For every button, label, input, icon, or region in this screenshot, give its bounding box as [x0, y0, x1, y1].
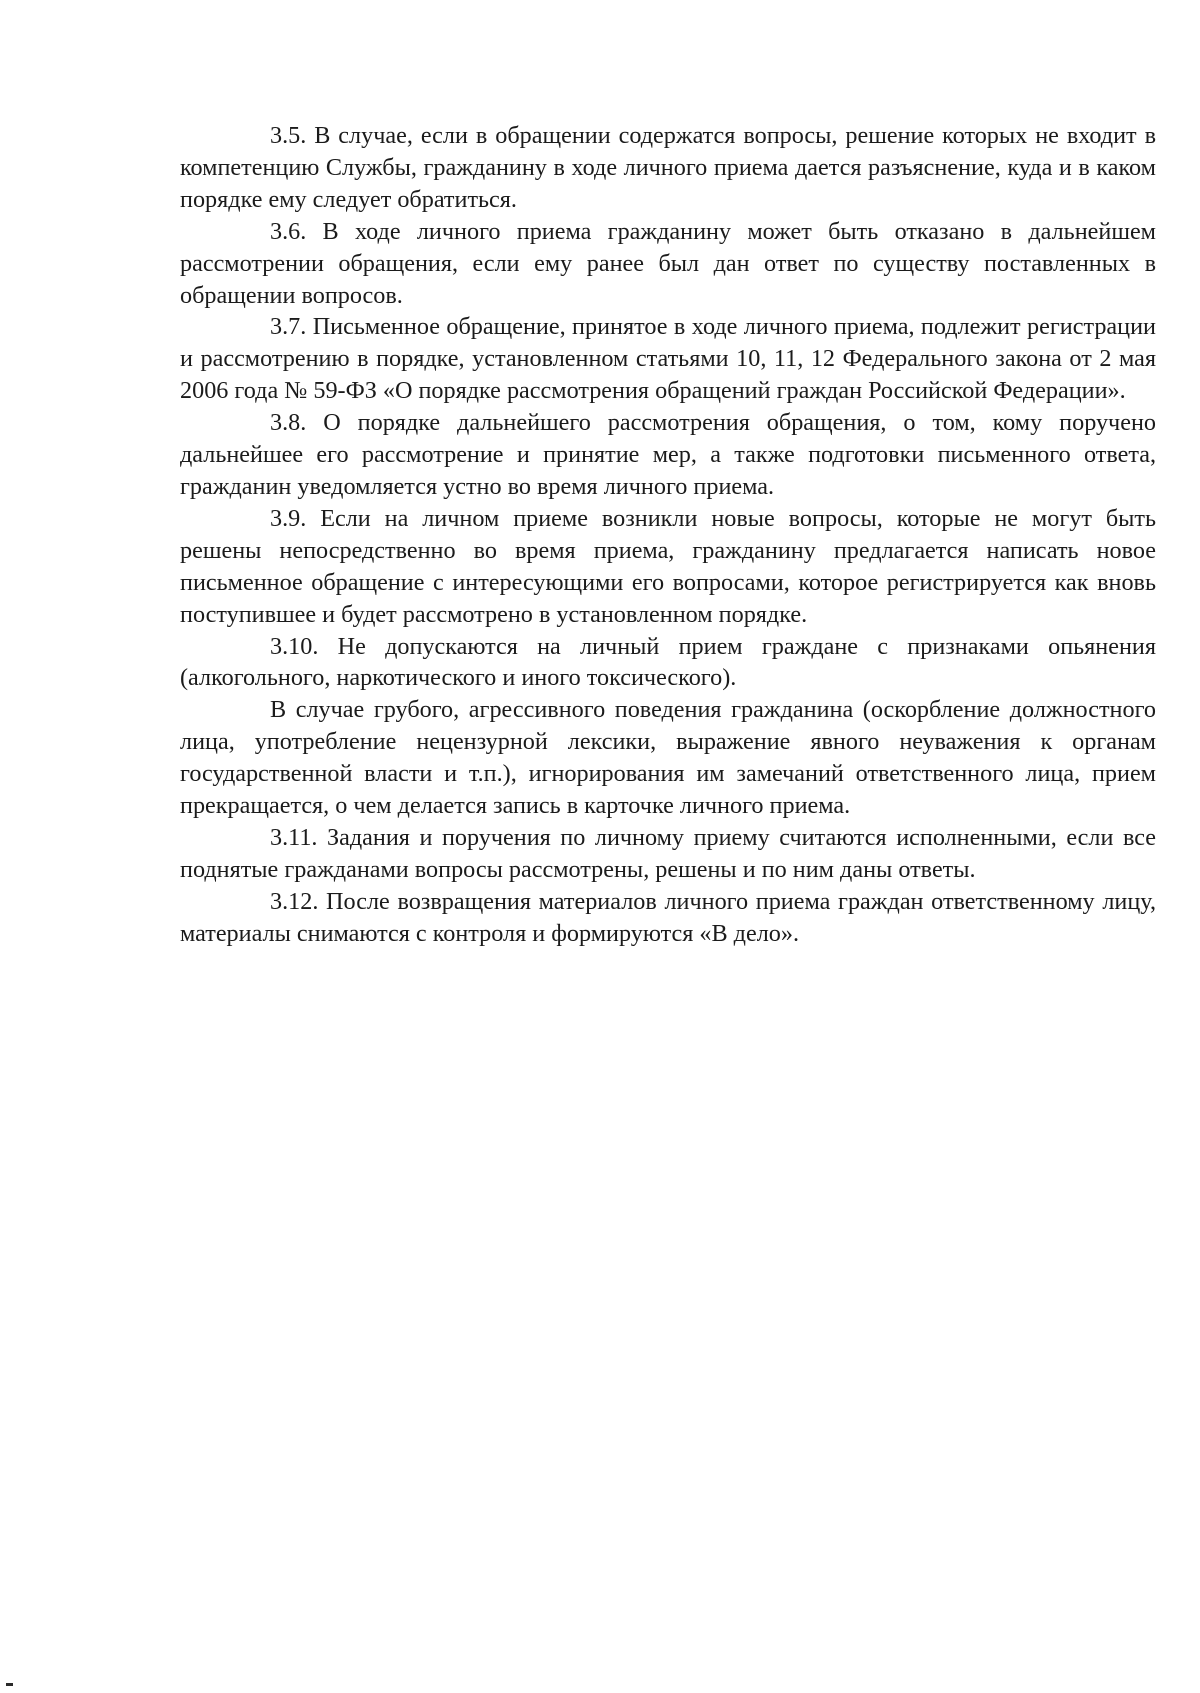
paragraph-3-7: 3.7. Письменное обращение, принятое в ходе личного приема, подлежит регистрации и рассмотрению в порядке, установленном статьями 10, 11, 12 Федерального закона от 2 мая 2006 года № 59-ФЗ «О порядке рассмотрения обращений граждан Российской Федерации». — [180, 313, 1156, 405]
paragraph-3-12: 3.12. После возвращения материалов личного приема граждан ответственному лицу, материалы снимаются с контроля и формируются «В дело». — [180, 887, 1156, 947]
paragraph-3-6: 3.6. В ходе личного приема гражданину может быть отказано в дальнейшем рассмотрении обращения, если ему ранее был дан ответ по существу поставленных в обращении вопросов. — [180, 217, 1156, 309]
scan-edge-mark — [6, 1683, 13, 1686]
paragraph-3-8: 3.8. О порядке дальнейшего рассмотрения обращения, о том, кому поручено дальнейшее его рассмотрение и принятие мер, а также подготовки письменного ответа, гражданин уведомляется устно во время личного приема. — [180, 409, 1156, 500]
paragraph-3-10: 3.10. Не допускаются на личный прием граждане с признаками опьянения (алкогольного, наркотического и иного токсического). — [180, 632, 1156, 692]
paragraph-3-5: 3.5. В случае, если в обращении содержатся вопросы, решение которых не входит в компетенцию Службы, гражданину в ходе личного приема дается разъяснение, куда и в каком порядке ему следует обратиться. — [180, 122, 1156, 213]
paragraph-3-9: 3.9. Если на личном приеме возникли новые вопросы, которые не могут быть решены непосредственно во время приема, гражданину предлагается написать новое письменное обращение с интересующими его вопросами, которое регистрируется как вновь поступившее и будет рассмотрено в установленном порядке. — [180, 504, 1156, 628]
document-body — [180, 120, 1156, 950]
paragraph-3-10-continuation: В случае грубого, агрессивного поведения гражданина (оскорбление должностного лица, употребление нецензурной лексики, выражение явного неуважения к органам государственной власти и т.п.), игнорирования им замечаний ответственного лица, прием прекращается, о чем делается запись в карточке личного приема. — [180, 696, 1156, 820]
paragraph-3-11: 3.11. Задания и поручения по личному приему считаются исполненными, если все поднятые гражданами вопросы рассмотрены, решены и по ним даны ответы. — [180, 823, 1156, 883]
